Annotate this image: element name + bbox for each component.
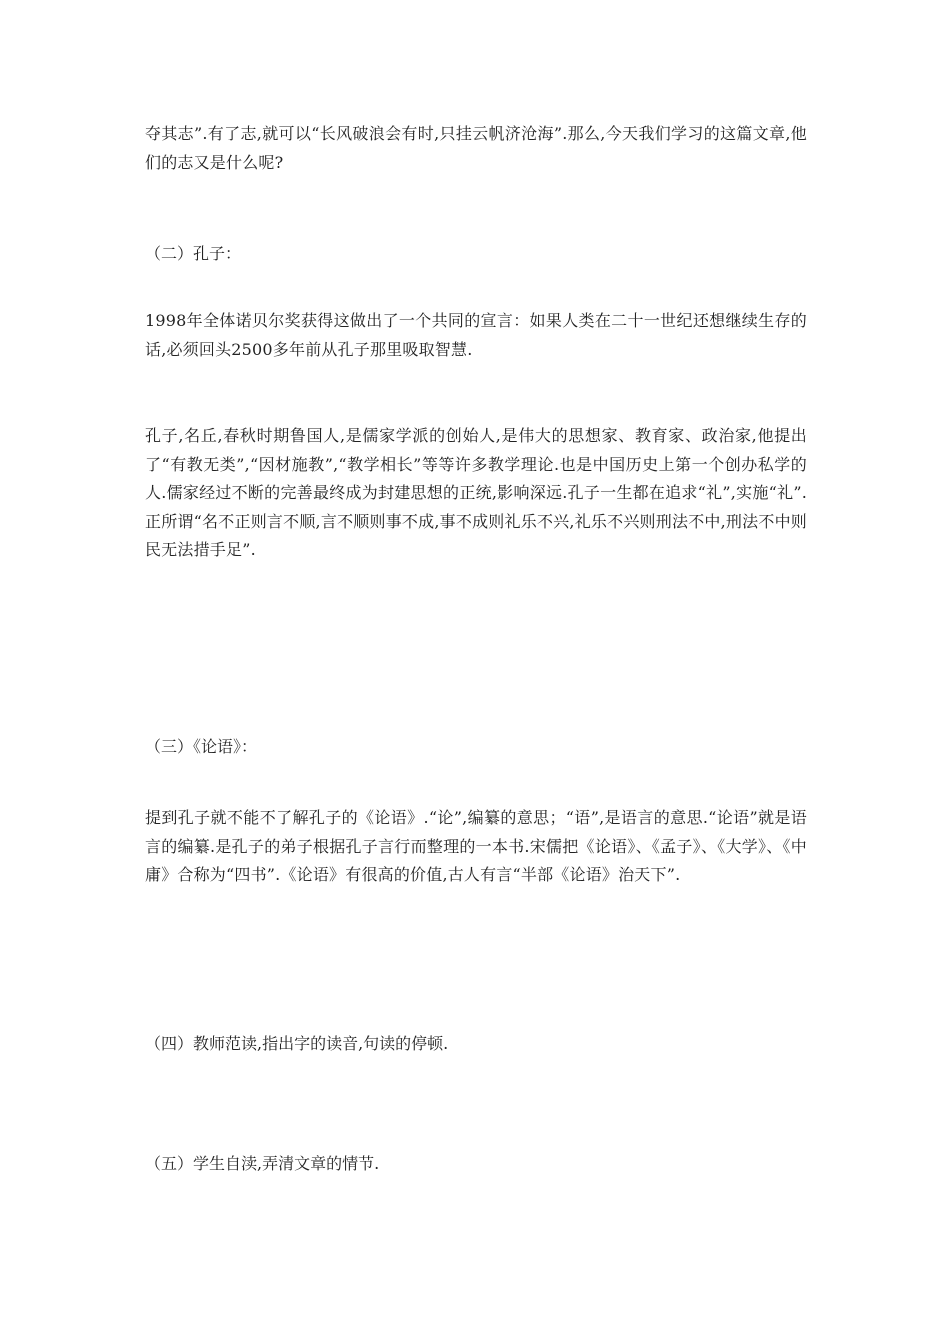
step-four-teacher-reading: （四）教师范读,指出字的读音,句读的停顿. — [145, 1034, 449, 1053]
section-heading-analects: （三）《论语》： — [145, 737, 258, 756]
step-five-student-reading: （五）学生自渎,弄清文章的情节. — [145, 1154, 380, 1173]
intro-continued-paragraph: 夺其志”.有了志,就可以“长风破浪会有时,只挂云帆济沧海”.那么,今天我们学习的这篇文章,他们的志又是什么呢? — [145, 124, 807, 172]
confucius-biography-paragraph: 孔子,名丘,春秋时期鲁国人,是儒家学派的创始人,是伟大的思想家、教育家、政治家,他提出了“有教无类”,“因材施教”,“教学相长”等等许多教学理论.也是中国历史上第一个创办私学的人.儒家经过不断的完善最终成为封建思想的正统,影响深远.孔子一生都在追求“礼”,实施“礼”.正所谓“名不正则言不顺,言不顺则事不成,事不成则礼乐不兴,礼乐不兴则刑法不中,刑法不中则民无法措手足”. — [145, 426, 807, 559]
section-heading-confucius: （二）孔子： — [145, 244, 242, 263]
analects-intro-paragraph: 提到孔子就不能不了解孔子的《论语》.“论”,编纂的意思；“语”,是语言的意思.“论语”就是语言的编纂.是孔子的弟子根据孔子言行而整理的一本书.宋儒把《论语》、《孟子》、《大学》、《中庸》合称为“四书”.《论语》有很高的价值,古人有言“半部《论语》治天下”. — [145, 808, 807, 884]
nobel-declaration-paragraph: 1998年全体诺贝尔奖获得这做出了一个共同的宣言：如果人类在二十一世纪还想继续生存的话,必须回头2500多年前从孔子那里吸取智慧. — [145, 311, 807, 359]
